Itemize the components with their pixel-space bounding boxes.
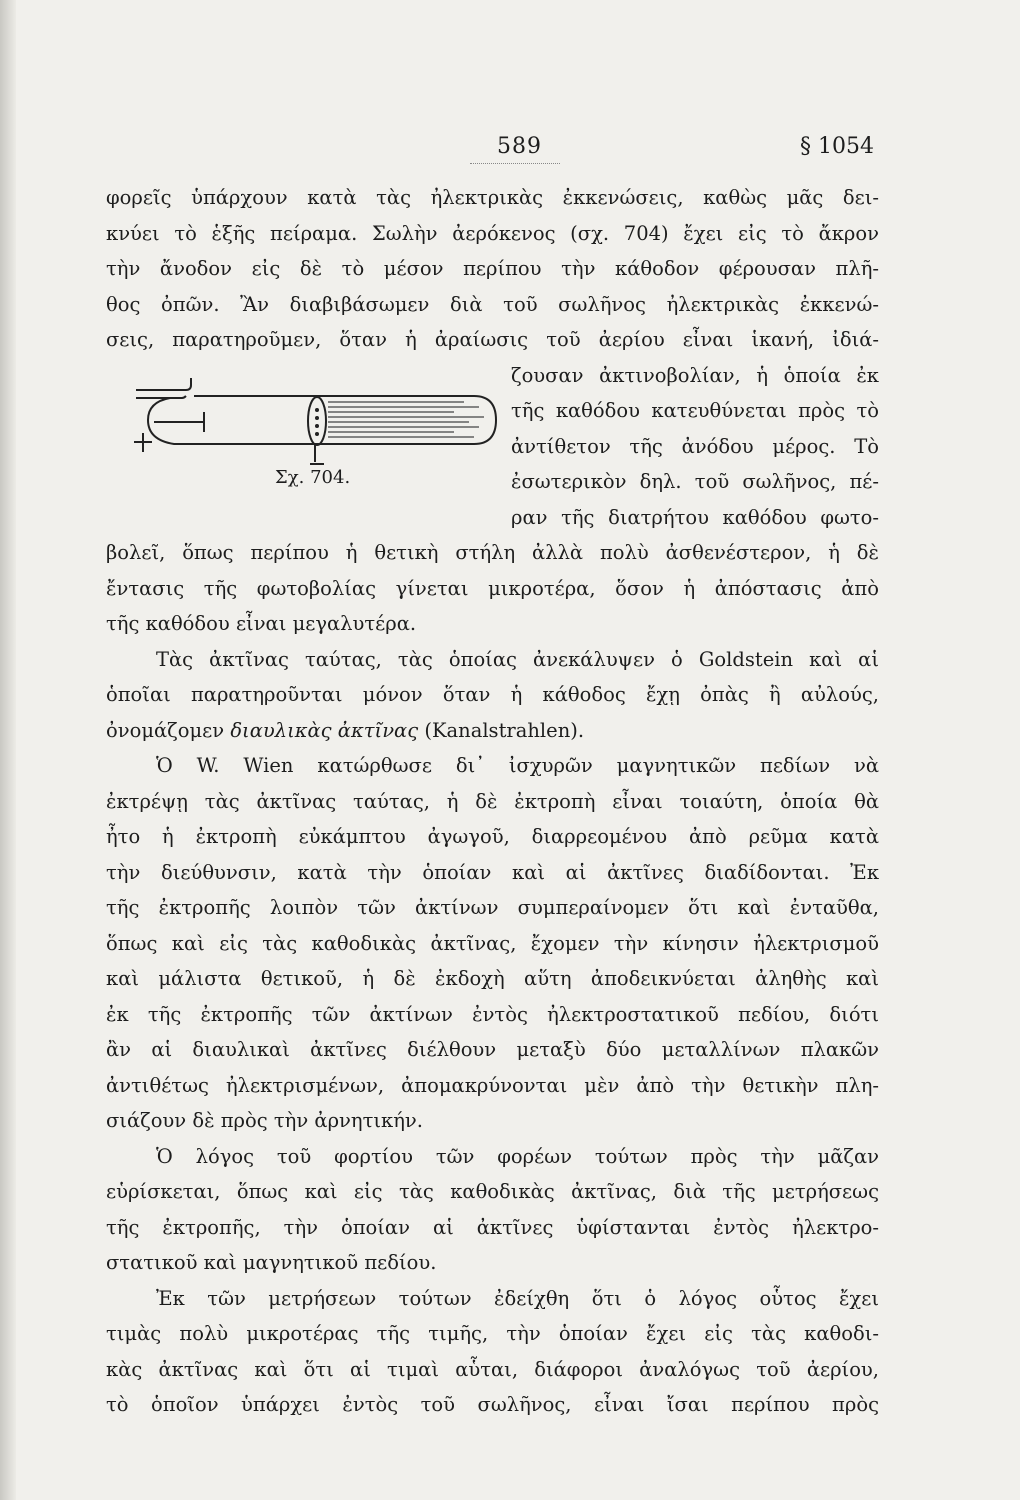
- text-line: βολεῖ, ὅπως περίπου ἡ θετικὴ στήλη ἀλλὰ πολὺ ἀσθενέστερον, ἡ δὲ: [106, 541, 879, 564]
- text-span: ὀνομάζομεν: [106, 718, 231, 742]
- text-line: εὑρίσκεται, ὅπως καὶ εἰς τὰς καθοδικὰς ἀκτῖνας, διὰ τῆς μετρήσεως: [106, 1180, 879, 1203]
- text-line: Ὁ λόγος τοῦ φορτίου τῶν φορέων τούτων πρὸς τὴν μᾶζαν: [156, 1144, 879, 1168]
- text-line: Ὁ W. Wien κατώρθωσε δι᾽ ἰσχυρῶν μαγνητικῶν πεδίων νὰ: [156, 754, 879, 777]
- text-line: ἐκ τῆς ἐκτροπῆς τῶν ἀκτίνων ἐντὸς ἠλεκτροστατικοῦ πεδίου, διότι: [106, 1002, 879, 1026]
- figure-704: [134, 378, 506, 496]
- text-line: τῆς ἐκτροπῆς λοιπὸν τῶν ἀκτίνων συμπεραίνομεν ὅτι καὶ ἐνταῦθα,: [106, 896, 879, 919]
- text-line: στατικοῦ καὶ μαγνητικοῦ πεδίου.: [106, 1251, 437, 1274]
- text-line: ραν τῆς διατρήτου καθόδου φωτο-: [511, 505, 879, 529]
- text-line: ἐκτρέψῃ τὰς ἀκτῖνας ταύτας, ἡ δὲ ἐκτροπὴ εἶναι τοιαύτη, ὁποία θὰ: [106, 789, 879, 813]
- text-line: τιμὰς πολὺ μικροτέρας τῆς τιμῆς, τὴν ὁποίαν ἔχει εἰς τὰς καθοδι-: [106, 1322, 879, 1345]
- page-number-rule: [470, 163, 560, 164]
- text-line: ἦτο ἡ ἐκτροπὴ εὐκάμπτου ἀγωγοῦ, διαρρεομένου ἀπὸ ρεῦμα κατὰ: [106, 825, 879, 848]
- body-text: [106, 180, 879, 1423]
- text-line: καὶ μάλιστα θετικοῦ, ἡ δὲ ἐκδοχὴ αὕτη ἀποδεικνύεται ἀληθὴς καὶ: [106, 967, 879, 990]
- text-line: ἔντασις τῆς φωτοβολίας γίνεται μικροτέρα, ὅσον ἡ ἀπόστασις ἀπὸ: [106, 576, 879, 600]
- text-line: ὁποῖαι παρατηροῦνται μόνον ὅταν ἡ κάθοδος ἔχῃ ὀπὰς ἢ αὐλούς,: [106, 683, 879, 706]
- text-line: σεις, παρατηροῦμεν, ὅταν ἡ ἀραίωσις τοῦ ἀερίου εἶναι ἱκανή, ἰδιά-: [106, 328, 879, 351]
- text-span: (Kanalstrahlen).: [418, 718, 585, 742]
- section-number: § 1054: [800, 134, 874, 159]
- text-line: φορεῖς ὑπάρχουν κατὰ τὰς ἠλεκτρικὰς ἐκκενώσεις, καθὼς μᾶς δει-: [106, 186, 879, 209]
- text-line: κνύει τὸ ἑξῆς πείραμα. Σωλὴν ἀερόκενος (σχ. 704) ἔχει εἰς τὸ ἄκρον: [106, 221, 879, 245]
- text-line: τῆς ἐκτροπῆς, τὴν ὁποίαν αἱ ἀκτῖνες ὑφίστανται ἐντὸς ἠλεκτρο-: [106, 1215, 879, 1239]
- figure-caption: [275, 467, 350, 488]
- italic-term: διαυλικὰς ἀκτῖνας: [230, 718, 419, 742]
- text-line: ζουσαν ἀκτινοβολίαν, ἡ ὁποία ἐκ: [511, 363, 879, 387]
- text-line: τὴν διεύθυνσιν, κατὰ τὴν ὁποίαν καὶ αἱ ἀκτῖνες διαδίδονται. Ἐκ: [106, 860, 879, 884]
- text-line: σιάζουν δὲ πρὸς τὴν ἀρνητικήν.: [106, 1109, 423, 1132]
- text-line: ἐσωτερικὸν δηλ. τοῦ σωλῆνος, πέ-: [511, 470, 879, 493]
- figure-caption-prefix: Σχ.: [275, 467, 305, 488]
- text-line: κὰς ἀκτῖνας καὶ ὅτι αἱ τιμαὶ αὗται, διάφοροι ἀναλόγως τοῦ ἀερίου,: [106, 1357, 879, 1381]
- text-line: ὅπως καὶ εἰς τὰς καθοδικὰς ἀκτῖνας, ἔχομεν τὴν κίνησιν ἠλεκτρισμοῦ: [106, 931, 879, 955]
- text-line: τῆς καθόδου εἶναι μεγαλυτέρα.: [106, 612, 417, 635]
- page-edge-shadow: [0, 0, 16, 1500]
- text-line: Τὰς ἀκτῖνας ταύτας, τὰς ὁποίας ἀνεκάλυψεν ὁ Goldstein καὶ αἱ: [156, 647, 879, 671]
- text-line: ἀντιθέτως ἠλεκτρισμένων, ἀπομακρύνονται μὲν ἀπὸ τὴν θετικὴν πλη-: [106, 1073, 879, 1097]
- text-line: τὴν ἄνοδον εἰς δὲ τὸ μέσον περίπου τὴν κάθοδον φέρουσαν πλῆ-: [106, 257, 879, 280]
- text-line-mixed: [106, 713, 879, 749]
- text-line: Ἐκ τῶν μετρήσεων τούτων ἐδείχθη ὅτι ὁ λόγος οὗτος ἔχει: [156, 1286, 879, 1310]
- canal-ray-tube-illustration: [134, 378, 506, 468]
- text-line: ἀντίθετον τῆς ἀνόδου μέρος. Τὸ: [511, 434, 879, 458]
- page-number: 589: [497, 134, 542, 159]
- figure-caption-number: 704.: [310, 467, 351, 488]
- page-header: [0, 134, 1020, 174]
- text-line: τῆς καθόδου κατευθύνεται πρὸς τὸ: [511, 399, 879, 422]
- text-line: θος ὀπῶν. Ἂν διαβιβάσωμεν διὰ τοῦ σωλῆνος ἠλεκτρικὰς ἐκκενώ-: [106, 292, 879, 316]
- text-line: τὸ ὁποῖον ὑπάρχει ἐντὸς τοῦ σωλῆνος, εἶναι ἴσαι περίπου πρὸς: [106, 1393, 879, 1416]
- text-line: ἂν αἱ διαυλικαὶ ἀκτῖνες διέλθουν μεταξὺ δύο μεταλλίνων πλακῶν: [106, 1038, 879, 1061]
